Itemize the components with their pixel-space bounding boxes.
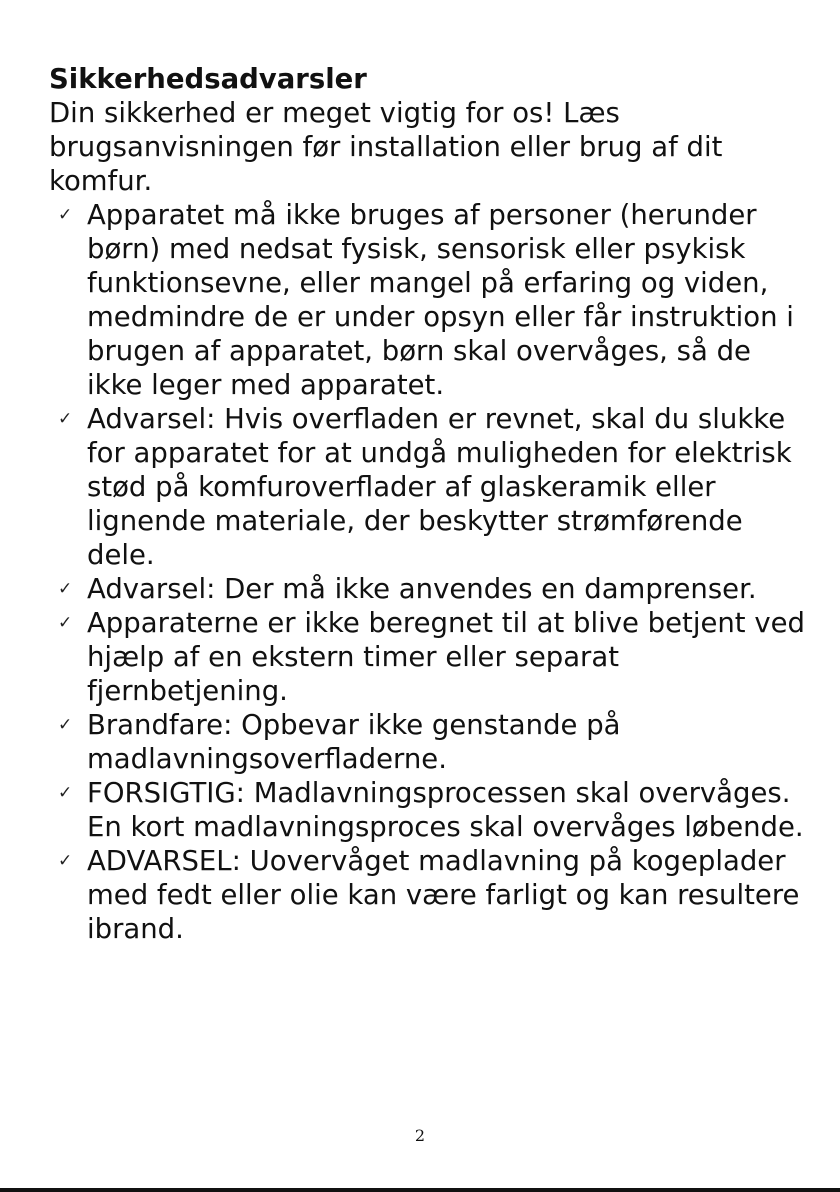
checkmark-icon: ✓ [58, 851, 73, 871]
warning-item [49, 708, 809, 776]
warning-text: FORSIGTIG: Madlavningsprocessen skal overvåges. En kort madlavningsproces skal overvåges løbende. [87, 777, 804, 843]
warning-item [49, 572, 809, 606]
warnings-list [49, 198, 809, 946]
page-number: 2 [414, 1126, 426, 1145]
warning-text: Advarsel: Der må ikke anvendes en damprenser. [87, 573, 757, 605]
checkmark-icon: ✓ [58, 715, 73, 735]
checkmark-icon: ✓ [58, 409, 73, 429]
warning-text: Apparaterne er ikke beregnet til at blive betjent ved hjælp af en ekstern timer eller separat fjernbetjening. [87, 607, 805, 707]
warning-text: Advarsel: Hvis overfladen er revnet, skal du slukke for apparatet for at undgå muligheden for elektrisk stød på komfuroverflader af glaskeramik eller lignende materiale, der beskytter strømførende dele. [87, 403, 792, 571]
warning-text: Brandfare: Opbevar ikke genstande på madlavningsoverfladerne. [87, 709, 621, 775]
checkmark-icon: ✓ [58, 579, 73, 599]
warning-text: Apparatet må ikke bruges af personer (herunder børn) med nedsat fysisk, sensorisk eller psykisk funktionsevne, eller mangel på erfaring og viden, medmindre de er under opsyn eller får instruktion i brugen af apparatet, børn skal overvåges, så de ikke leger med apparatet. [87, 199, 794, 401]
warning-text: ADVARSEL: Uovervåget madlavning på kogeplader med fedt eller olie kan være farligt og kan resultere ibrand. [87, 845, 800, 945]
checkmark-icon: ✓ [58, 205, 73, 225]
warning-item [49, 198, 809, 402]
warning-item [49, 776, 809, 844]
warning-item [49, 402, 809, 572]
warning-item [49, 606, 809, 708]
warning-item [49, 844, 809, 946]
checkmark-icon: ✓ [58, 613, 73, 633]
page-title: Sikkerhedsadvarsler [49, 63, 367, 95]
bottom-divider [0, 1188, 840, 1192]
document-body [49, 62, 809, 946]
intro-paragraph: Din sikkerhed er meget vigtig for os! Læs brugsanvisningen før installation eller brug af dit komfur. [49, 97, 723, 197]
checkmark-icon: ✓ [58, 783, 73, 803]
